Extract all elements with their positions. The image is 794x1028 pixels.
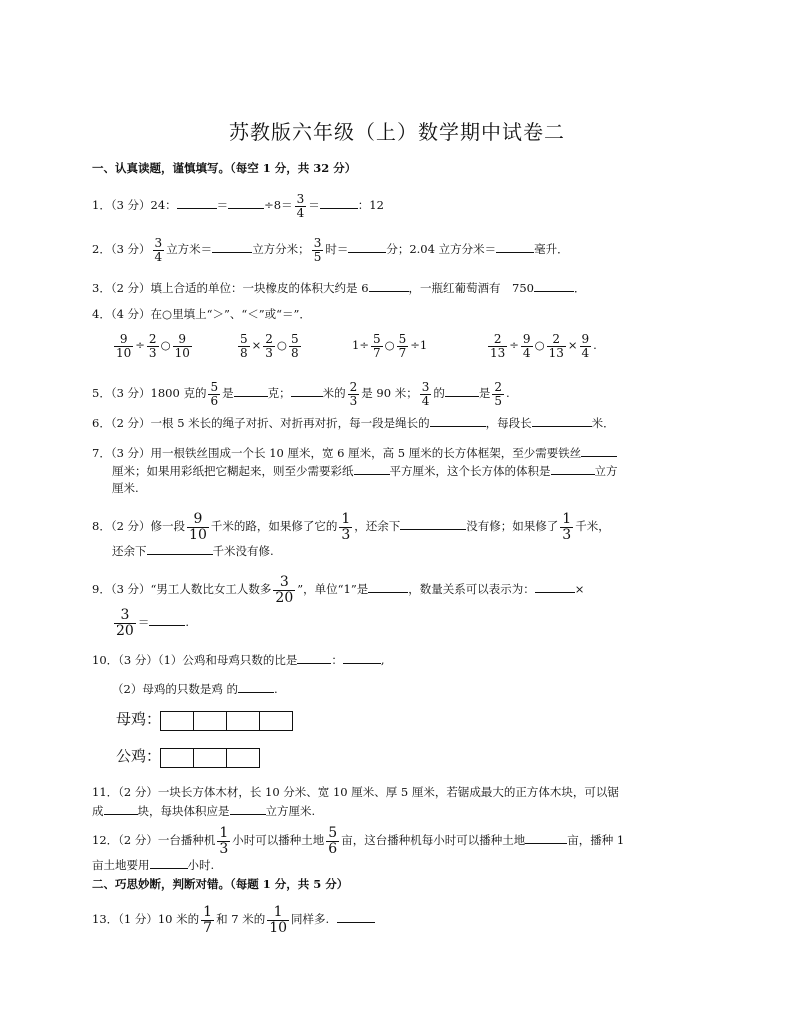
q5-text: 是	[478, 386, 491, 401]
q9-text: 9．（3 分）“男工人数比女工人数多	[92, 582, 272, 597]
answer-blank[interactable]	[291, 384, 323, 397]
q11-text: 成	[92, 804, 104, 818]
q5-text: 的	[433, 386, 445, 401]
denominator: 4	[522, 345, 531, 360]
q12-text: 小时.	[187, 858, 215, 872]
numerator: 1	[562, 511, 572, 527]
q11-text: 块，每块体积应是	[137, 804, 230, 818]
answer-blank[interactable]	[369, 279, 409, 292]
question-7-line-3	[112, 480, 139, 496]
box	[226, 748, 260, 768]
answer-blank[interactable]	[581, 444, 617, 457]
q7-text: 厘米.	[112, 481, 139, 495]
q4-text: 1÷	[352, 338, 369, 353]
operator: ÷	[509, 338, 519, 353]
answer-blank[interactable]	[228, 196, 264, 209]
q8-text: 千米的路，如果修了它的	[210, 519, 338, 534]
answer-blank[interactable]	[177, 196, 217, 209]
denominator: 13	[490, 345, 506, 360]
question-2	[92, 237, 569, 263]
numerator: 5	[240, 332, 248, 346]
numerator: 3	[279, 574, 289, 590]
section-2-heading: 二、巧思妙断，判断对错。（每题 1 分，共 5 分）	[92, 877, 349, 891]
q2-text: 分；2.04 立方分米＝	[386, 242, 497, 257]
q4-expression-1	[112, 333, 194, 359]
question-9-line-2	[112, 608, 189, 638]
q7-text: 7．（3 分）用一根铁丝围成一个长 10 厘米，宽 6 厘米，高 5 厘米的长方体框架，至少需要铁丝	[92, 446, 582, 460]
q1-text: ＝	[308, 198, 320, 213]
q6-text: 6．（2 分）一根 5 米长的绳子对折、对折再对折，每一段是绳长的	[92, 416, 430, 430]
q11-text: 11．（2 分）一块长方体木材，长 10 分米、宽 10 厘米、厚 5 厘米，若锯成最大的正方体木块，可以锯	[92, 785, 619, 799]
numerator: 3	[296, 192, 305, 206]
numerator: 3	[313, 236, 322, 250]
denominator: 8	[240, 345, 248, 360]
numerator: 2	[148, 332, 157, 346]
fraction	[295, 193, 307, 219]
q13-text: 13．（1 分）10 米的	[92, 912, 200, 927]
denominator: 5	[313, 249, 322, 264]
question-1	[92, 193, 384, 219]
numerator: 9	[522, 332, 531, 346]
q12-text: 亩，这台播种机每小时可以播种土地	[341, 833, 526, 848]
q12-text: 亩土地要用	[92, 858, 150, 872]
q7-text: 立方	[594, 464, 618, 478]
fraction	[312, 237, 324, 263]
denominator: 4	[154, 249, 163, 264]
compare-circle[interactable]: ○	[160, 338, 171, 353]
denominator: 13	[548, 345, 564, 360]
numerator: 3	[120, 607, 130, 623]
box	[160, 711, 194, 731]
question-8	[92, 512, 610, 542]
answer-blank[interactable]	[150, 856, 188, 869]
compare-circle[interactable]: ○	[534, 338, 545, 353]
operator: ÷	[135, 338, 145, 353]
q2-text: 立方米＝	[166, 242, 213, 257]
hen-row	[116, 708, 293, 731]
numerator: 9	[178, 332, 187, 346]
rooster-boxes	[161, 748, 260, 768]
q1-text: ÷8＝	[264, 198, 293, 213]
denominator: 7	[398, 345, 407, 360]
denominator: 8	[290, 345, 299, 360]
answer-blank[interactable]	[551, 462, 595, 475]
question-11	[92, 784, 619, 800]
numerator: 2	[493, 332, 502, 346]
numerator: 5	[210, 380, 219, 394]
denominator: 7	[372, 345, 381, 360]
operator: ×	[251, 338, 262, 353]
answer-blank[interactable]	[238, 680, 274, 693]
q7-text: 平方厘米，这个长方体的体积是	[389, 464, 551, 478]
question-11-line-2	[92, 802, 315, 819]
rooster-row	[116, 745, 260, 768]
answer-blank[interactable]	[368, 580, 408, 593]
box	[193, 711, 227, 731]
q2-text: 时＝	[325, 242, 349, 257]
question-10-part-2	[112, 680, 278, 697]
answer-blank[interactable]	[534, 279, 574, 292]
numerator: 1	[273, 904, 283, 920]
answer-blank[interactable]	[535, 580, 575, 593]
q9-text: .	[185, 615, 189, 630]
numerator: 1	[341, 511, 351, 527]
denominator: 10	[189, 526, 207, 543]
question-8-line-2	[112, 542, 274, 559]
question-4	[92, 306, 311, 322]
answer-blank[interactable]	[445, 384, 479, 397]
section-1-heading: 一、认真读题，谨慎填写。（每空 1 分，共 32 分）	[92, 161, 357, 175]
hen-label: 母鸡：	[116, 710, 162, 728]
q12-text: 亩，播种 1	[567, 833, 625, 848]
q2-text: 立方分米；	[252, 242, 310, 257]
q5-text: 是 90 米；	[361, 386, 418, 401]
numerator: 3	[421, 380, 430, 394]
q5-text: 克；	[267, 386, 291, 401]
numerator: 5	[290, 332, 299, 346]
q8-text: 没有修；如果修了	[466, 519, 559, 534]
numerator: 2	[494, 380, 502, 394]
compare-circle[interactable]: ○	[276, 338, 287, 353]
numerator: 2	[552, 332, 561, 346]
q4-expression-4	[486, 333, 597, 359]
q13-text: 和 7 米的	[216, 912, 266, 927]
q1-text: 1．（3 分）24：	[92, 198, 177, 213]
q5-text: .	[505, 386, 510, 401]
q10-text: 10．（3 分）（1）公鸡和母鸡只数的比是	[92, 653, 298, 667]
numerator: 5	[372, 332, 381, 346]
q3-text: ．	[573, 281, 586, 295]
question-12	[92, 826, 624, 856]
numerator: 9	[119, 332, 128, 346]
answer-blank[interactable]	[320, 196, 358, 209]
denominator: 6	[210, 393, 219, 408]
numerator: 1	[219, 825, 229, 841]
q12-text: 小时可以播种土地	[232, 833, 325, 848]
q4-text: ÷1	[410, 338, 428, 353]
box	[160, 748, 194, 768]
q7-text: 厘米；如果用彩纸把它糊起来，则至少需要彩纸	[112, 464, 354, 478]
numerator: 5	[398, 332, 407, 346]
denominator: 3	[349, 393, 358, 408]
answer-blank[interactable]	[337, 910, 375, 923]
denominator: 3	[265, 345, 273, 360]
q12-text: 12．（2 分）一台播种机	[92, 833, 216, 848]
question-7	[92, 444, 617, 461]
q4-expression-2	[236, 333, 303, 359]
hen-boxes	[161, 711, 293, 731]
question-7-line-2	[112, 462, 618, 479]
q8-text: 还余下	[112, 544, 147, 558]
q10-text: ：	[331, 653, 343, 667]
q2-text: 2．（3 分）	[92, 242, 151, 257]
denominator: 10	[116, 345, 132, 360]
q3-text: 3．（2 分）填上合适的单位：一块橡皮的体积大约是 6	[92, 281, 369, 295]
page-title: 苏教版六年级（上）数学期中试卷二	[229, 120, 565, 144]
denominator: 3	[219, 840, 229, 857]
q9-text: ×	[574, 582, 585, 597]
answer-blank[interactable]	[104, 802, 138, 815]
question-6	[92, 414, 615, 431]
q4-text: .	[593, 338, 597, 353]
q10-text: ,	[380, 653, 385, 667]
box	[226, 711, 260, 731]
operator: ×	[567, 338, 578, 353]
box	[193, 748, 227, 768]
rooster-label: 公鸡：	[116, 747, 162, 765]
denominator: 20	[116, 622, 134, 639]
compare-circle[interactable]: ○	[384, 338, 395, 353]
answer-blank[interactable]	[230, 802, 266, 815]
answer-blank[interactable]	[525, 831, 567, 844]
question-3	[92, 279, 585, 296]
q11-text: 立方厘米.	[265, 804, 316, 818]
box	[259, 711, 293, 731]
numerator: 2	[265, 332, 273, 346]
numerator: 9	[193, 511, 203, 527]
q4-expression-3	[352, 333, 427, 359]
answer-blank[interactable]	[496, 240, 534, 253]
denominator: 20	[275, 589, 294, 606]
q13-text: 同样多.	[291, 912, 330, 927]
question-12-line-2	[92, 856, 214, 873]
denominator: 7	[203, 919, 213, 936]
numerator: 2	[349, 380, 358, 394]
numerator: 1	[203, 904, 213, 920]
denominator: 4	[296, 205, 305, 220]
question-13	[92, 905, 375, 935]
q10-text: （2）母鸡的只数是鸡 的	[112, 682, 238, 696]
fraction	[153, 237, 165, 263]
q1-text: ＝	[216, 198, 229, 213]
question-10	[92, 651, 385, 668]
q5-text: 米的	[322, 386, 346, 401]
denominator: 6	[328, 840, 338, 857]
denominator: 4	[421, 393, 430, 408]
answer-blank[interactable]	[147, 542, 213, 555]
q8-text: ，还余下	[354, 519, 401, 534]
q8-text: 千米没有修.	[212, 544, 274, 558]
q8-text: 千米，	[575, 519, 610, 534]
answer-blank[interactable]	[212, 240, 252, 253]
numerator: 3	[154, 236, 163, 250]
q3-text: ，一瓶红葡萄酒有 750	[408, 281, 534, 295]
q8-text: 8．（2 分）修一段	[92, 519, 186, 534]
denominator: 5	[494, 393, 502, 408]
answer-blank[interactable]	[400, 517, 466, 530]
answer-blank[interactable]	[354, 462, 390, 475]
answer-blank[interactable]	[149, 613, 185, 626]
q6-text: ，每段长	[485, 416, 532, 430]
answer-blank[interactable]	[348, 240, 386, 253]
q4-text: 4．（4 分）在○里填上“＞”、“＜”或“＝”．	[92, 307, 311, 321]
numerator: 9	[581, 332, 590, 346]
q1-text: ：12	[357, 198, 384, 213]
q2-text: 毫升．	[534, 242, 569, 257]
question-5	[92, 381, 510, 407]
q5-text: 是	[222, 386, 234, 401]
denominator: 3	[148, 345, 157, 360]
q9-text: ”，单位“1”是	[297, 582, 369, 597]
q10-text: .	[273, 682, 278, 696]
denominator: 3	[341, 526, 351, 543]
answer-blank[interactable]	[430, 414, 486, 427]
denominator: 4	[581, 345, 590, 360]
question-9	[92, 575, 584, 605]
denominator: 3	[562, 526, 572, 543]
q9-text: ＝	[137, 615, 150, 630]
denominator: 10	[174, 345, 190, 360]
numerator: 5	[328, 825, 338, 841]
q9-text: ，数量关系可以表示为：	[408, 582, 535, 597]
answer-blank[interactable]	[343, 651, 381, 664]
answer-blank[interactable]	[297, 651, 331, 664]
answer-blank[interactable]	[532, 414, 592, 427]
q6-text: 米．	[591, 416, 615, 430]
denominator: 10	[269, 919, 288, 936]
q5-text: 5．（3 分）1800 克的	[92, 386, 207, 401]
answer-blank[interactable]	[234, 384, 268, 397]
